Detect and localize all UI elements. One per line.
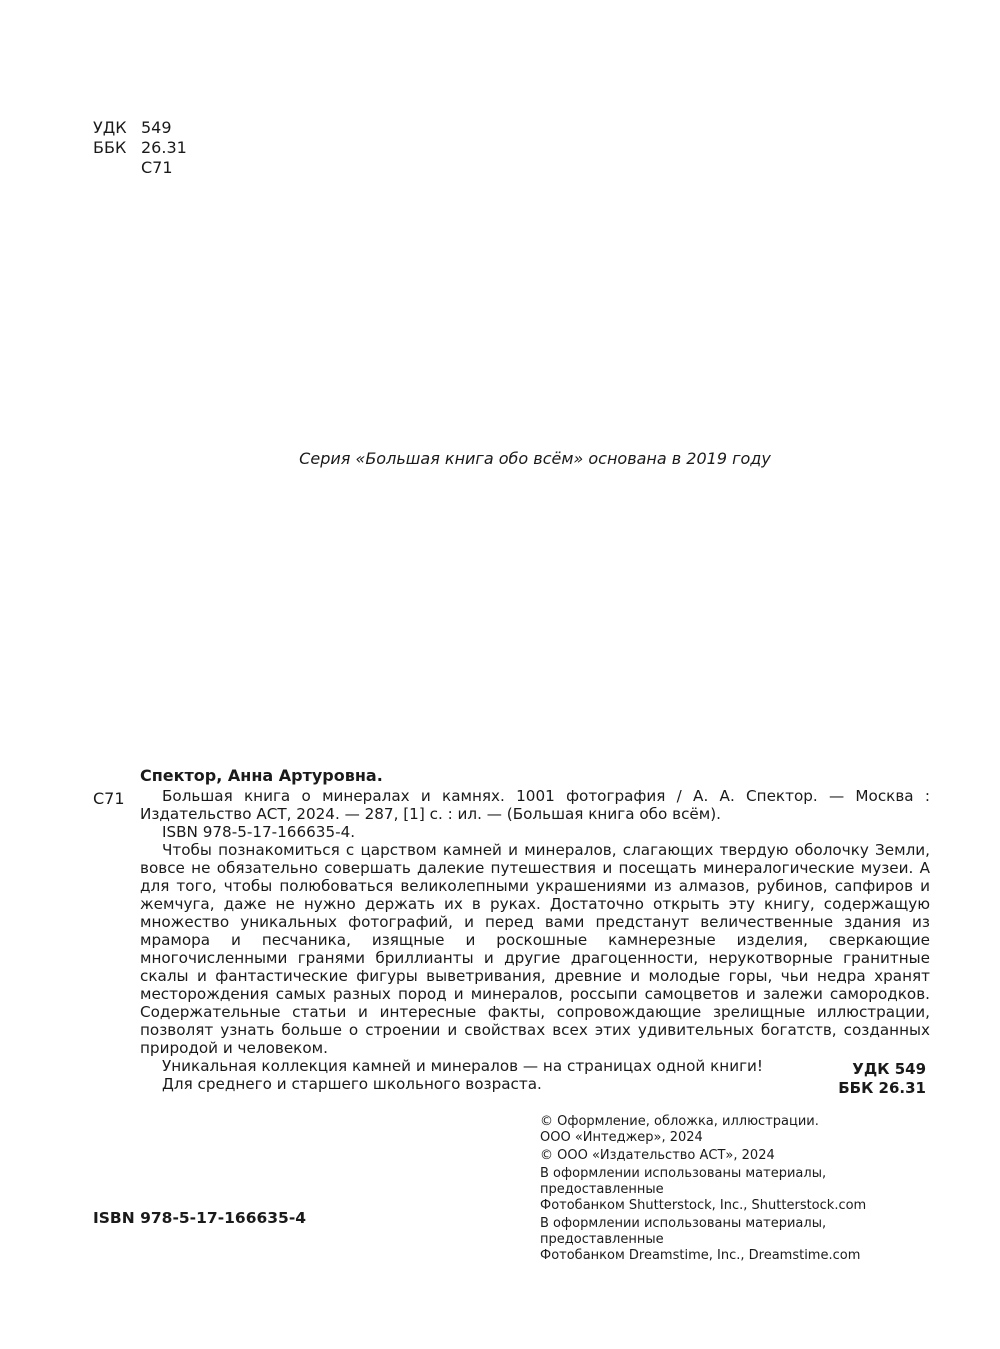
udk-bottom: УДК 549 bbox=[852, 1060, 926, 1078]
series-note: Серия «Большая книга обо всём» основана в 2019 году bbox=[299, 449, 771, 468]
design-credit-line1: © Оформление, обложка, иллюстрации. bbox=[540, 1114, 819, 1129]
bibliographic-record bbox=[140, 787, 930, 1093]
age-note: Для среднего и старшего школьного возраста. bbox=[162, 1075, 542, 1093]
udk-label: УДК bbox=[93, 118, 127, 137]
shutterstock-credit-line2: Фотобанком Shutterstock, Inc., Shutterstock.com bbox=[540, 1198, 867, 1213]
design-credit-line2: ООО «Интеджер», 2024 bbox=[540, 1130, 703, 1145]
udk-row bbox=[93, 118, 187, 138]
bbk-label: ББК bbox=[93, 138, 127, 157]
isbn-footer: ISBN 978-5-17-166635-4 bbox=[93, 1209, 307, 1227]
top-classification-codes bbox=[93, 118, 187, 178]
title-line: Большая книга о минералах и камнях. 1001 фотография / А. А. Спектор. — Москва : Издательство АСТ, 2024. — 287, [1] с. : ил. — (Большая книга обо всём). bbox=[140, 787, 930, 823]
dreamstime-credit-line2: Фотобанком Dreamstime, Inc., Dreamstime.com bbox=[540, 1248, 861, 1263]
bbk-value: 26.31 bbox=[141, 138, 187, 157]
tagline: Уникальная коллекция камней и минералов — на страницах одной книги! bbox=[162, 1057, 764, 1075]
cutter-code: С71 bbox=[141, 158, 173, 177]
annotation: Чтобы познакомиться с царством камней и минералов, слагающих твердую оболочку Земли, вовсе не обязательно совершать далекие путешествия и посещать минералогические музеи. А для того, чтобы полюбоваться великолепными украшениями из алмазов, рубинов, сапфиров и жемчуга, даже не нужно держать их в руках. Достаточно открыть эту книгу, содержащую множество уникальных фотографий, и перед вами предстанут величественные здания из мрамора и песчаника, изящные и роскошные камнерезные изделия, сверкающие многочисленными гранями бриллианты и другие драгоценности, нерукотворные гранитные скалы и фантастические фигуры выветривания, древние и молодые горы, чьи недра хранят месторождения самых разных пород и минералов, россыпи самоцветов и залежи самородков. Содержательные статьи и интересные факты, сопровождающие зрелищные иллюстрации, позволят узнать больше о строении и свойствах всех этих удивительных богатств, созданных природой и человеком. bbox=[140, 841, 930, 1057]
dreamstime-credit-line1: В оформлении использованы материалы, предоставленные bbox=[540, 1216, 827, 1247]
bbk-row bbox=[93, 138, 187, 158]
publisher-credit: © ООО «Издательство АСТ», 2024 bbox=[540, 1148, 775, 1163]
bbk-bottom: ББК 26.31 bbox=[838, 1079, 926, 1097]
dreamstime-credit bbox=[540, 1216, 940, 1264]
shutterstock-credit-line1: В оформлении использованы материалы, предоставленные bbox=[540, 1166, 827, 1197]
copyright-credits bbox=[540, 1114, 940, 1266]
shutterstock-credit bbox=[540, 1166, 940, 1214]
udk-value: 549 bbox=[141, 118, 172, 137]
isbn-line: ISBN 978-5-17-166635-4. bbox=[162, 823, 356, 841]
design-credit bbox=[540, 1114, 940, 1146]
bottom-classification-codes bbox=[780, 1060, 926, 1098]
cutter-row bbox=[93, 158, 187, 178]
author-heading: Спектор, Анна Артуровна. bbox=[140, 766, 383, 785]
bib-cutter-code: С71 bbox=[93, 789, 125, 808]
